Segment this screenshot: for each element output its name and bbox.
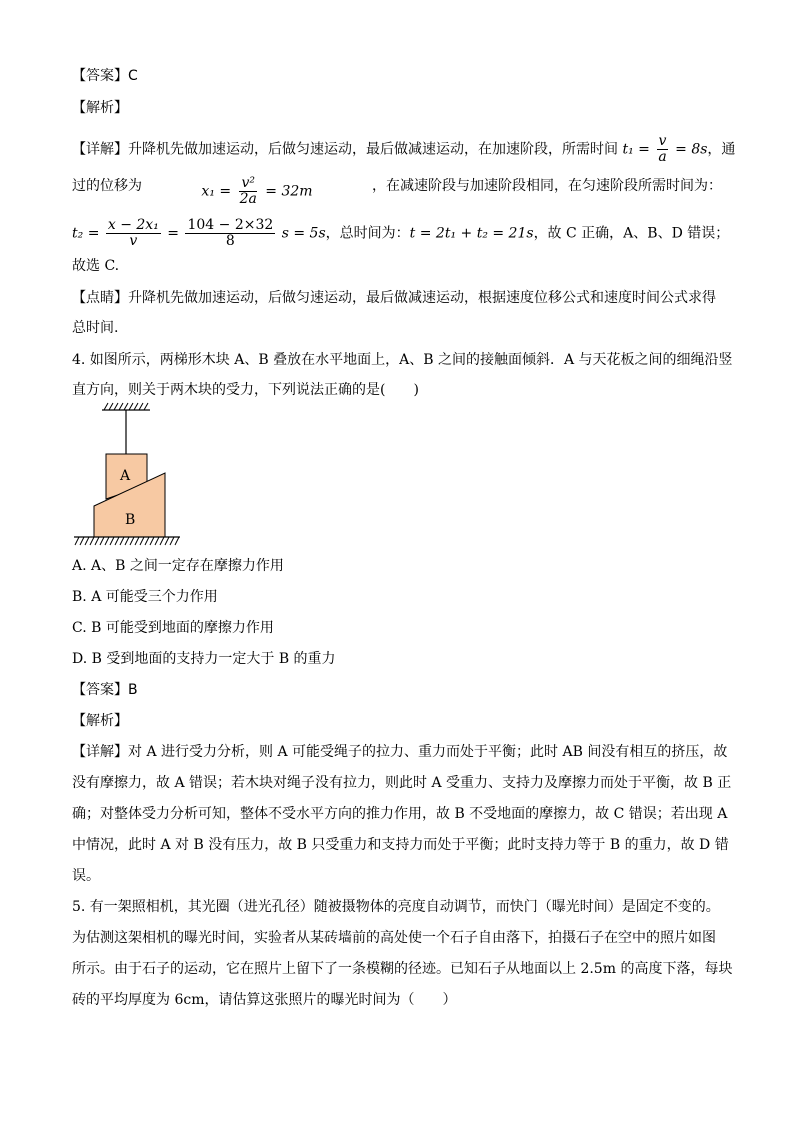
detail-label: 【详解】	[72, 744, 128, 760]
q4-stem-line-1: 4. 如图所示，两梯形木块 A、B 叠放在水平地面上，A、B 之间的接触面倾斜．A 与天花板之间的细绳沿竖	[72, 352, 733, 368]
analysis-label-q3: 【解析】	[72, 100, 128, 116]
q5-stem-line-4: 砖的平均厚度为 6cm，请估算这张照片的曝光时间为（ ）	[72, 992, 457, 1008]
ground-icon	[74, 537, 180, 545]
answer-value: C	[128, 68, 138, 84]
comment-line-1-q3	[72, 288, 716, 308]
t1-rhs: = 8s	[675, 141, 708, 158]
t2-den1: v	[129, 233, 138, 249]
answer-value: B	[128, 682, 138, 698]
q4-detail-line-4: 中情况，此时 A 对 B 没有压力，故 B 只受重力和支持力而处于平衡；此时支持力等于 B 的重力，故 D 错	[72, 837, 729, 853]
detail-text: 对 A 进行受力分析，则 A 可能受绳子的拉力、重力而处于平衡；此时 AB 间没有相互的挤压，故	[128, 744, 728, 760]
t2-den2: 8	[225, 233, 235, 249]
total-text: ，总时间为：	[325, 225, 410, 242]
q4-figure	[70, 402, 190, 552]
x1-fraction	[238, 176, 259, 207]
t2-lhs: t₂ =	[72, 225, 100, 242]
t2-fraction-1	[106, 218, 161, 249]
q4-stem-line-2: 直方向，则关于两木块的受力，下列说法正确的是( )	[72, 382, 419, 398]
q4-option-c: C. B 可能受到地面的摩擦力作用	[72, 620, 274, 636]
x1-num: v²	[241, 175, 255, 191]
detail-line-2-q3	[72, 176, 722, 207]
x1-formula	[201, 176, 312, 207]
conclusion-q3: 故选 C.	[72, 258, 120, 274]
t2-rhs: s = 5s	[281, 225, 326, 242]
q4-option-a: A. A、B 之间一定存在摩擦力作用	[72, 558, 284, 574]
q5-stem-line-2: 为估测这架相机的曝光时间，实验者从某砖墙前的高处使一个石子自由落下，拍摄石子在空中的照片如图	[72, 930, 716, 946]
x1-den: 2a	[239, 191, 257, 207]
t1-fraction	[656, 134, 668, 165]
detail-text-2b: ，在减速阶段与加速阶段相同，在匀速阶段所需时间为：	[372, 178, 722, 194]
comment-line-2-q3: 总时间.	[72, 320, 119, 336]
block-a-label: A	[120, 468, 131, 484]
total-expr: t = 2t₁ + t₂ = 21s	[409, 225, 534, 242]
answer-label: 【答案】	[72, 68, 128, 84]
analysis-label-q4: 【解析】	[72, 713, 128, 729]
t2-num1: x − 2x₁	[107, 217, 159, 233]
total-tail: ，故 C 正确，A、B、D 错误；	[533, 225, 730, 242]
t2-fraction-2	[185, 218, 275, 249]
detail-text: 升降机先做加速运动，后做匀速运动，最后做减速运动，在加速阶段，所需时间	[128, 141, 618, 158]
q4-detail-line-1	[72, 742, 727, 762]
t2-num2: 104 − 2×32	[187, 217, 274, 233]
x1-rhs: = 32m	[265, 183, 313, 200]
answer-label: 【答案】	[72, 682, 128, 698]
t1-lhs: t₁ =	[622, 141, 650, 158]
q4-detail-line-2: 没有摩擦力，故 A 错误；若木块对绳子没有拉力，则此时 A 受重力、支持力及摩擦力而处于平衡，故 B 正	[72, 775, 732, 791]
t1-num: v	[658, 133, 667, 149]
q5-stem-line-1: 5. 有一架照相机，其光圈（进光孔径）随被摄物体的亮度自动调节，而快门（曝光时间）是固定不变的。	[72, 899, 720, 915]
answer-line-q3	[72, 66, 138, 86]
q4-detail-line-5: 误。	[72, 868, 100, 884]
x1-lhs: x₁ =	[201, 183, 232, 200]
t1-den: a	[658, 149, 667, 165]
comment-text-1: 升降机先做加速运动，后做匀速运动，最后做减速运动，根据速度位移公式和速度时间公式求得	[128, 290, 716, 306]
ceiling-icon	[102, 403, 150, 410]
detail-line-3-q3: t₂ = $\frac{\text{x − 2x₁}}{v}$ = $\frac{104 - 2\times 32}{8}$ s = 5s，总时间为：t = 2t₁ + t₂ = 21s，故 C 正确，A、B、D 错误；	[72, 217, 730, 249]
q4-detail-line-3: 确；对整体受力分析可知，整体不受水平方向的推力作用，故 B 不受地面的摩擦力，故 C 错误；若出现 A	[72, 806, 728, 822]
answer-line-q4	[72, 680, 138, 700]
q4-option-b: B. A 可能受三个力作用	[72, 589, 218, 605]
t1-tail: ，通	[707, 141, 736, 158]
detail-label: 【详解】	[72, 141, 128, 158]
comment-label: 【点睛】	[72, 290, 128, 306]
detail-line-1-q3	[72, 134, 735, 165]
q4-option-d: D. B 受到地面的支持力一定大于 B 的重力	[72, 651, 336, 667]
detail-text-2a: 过的位移为	[72, 178, 142, 194]
block-b-label: B	[125, 512, 136, 528]
q5-stem-line-3: 所示。由于石子的运动，它在照片上留下了一条模糊的径迹。已知石子从地面以上 2.5m 的高度下落，每块	[72, 961, 733, 977]
